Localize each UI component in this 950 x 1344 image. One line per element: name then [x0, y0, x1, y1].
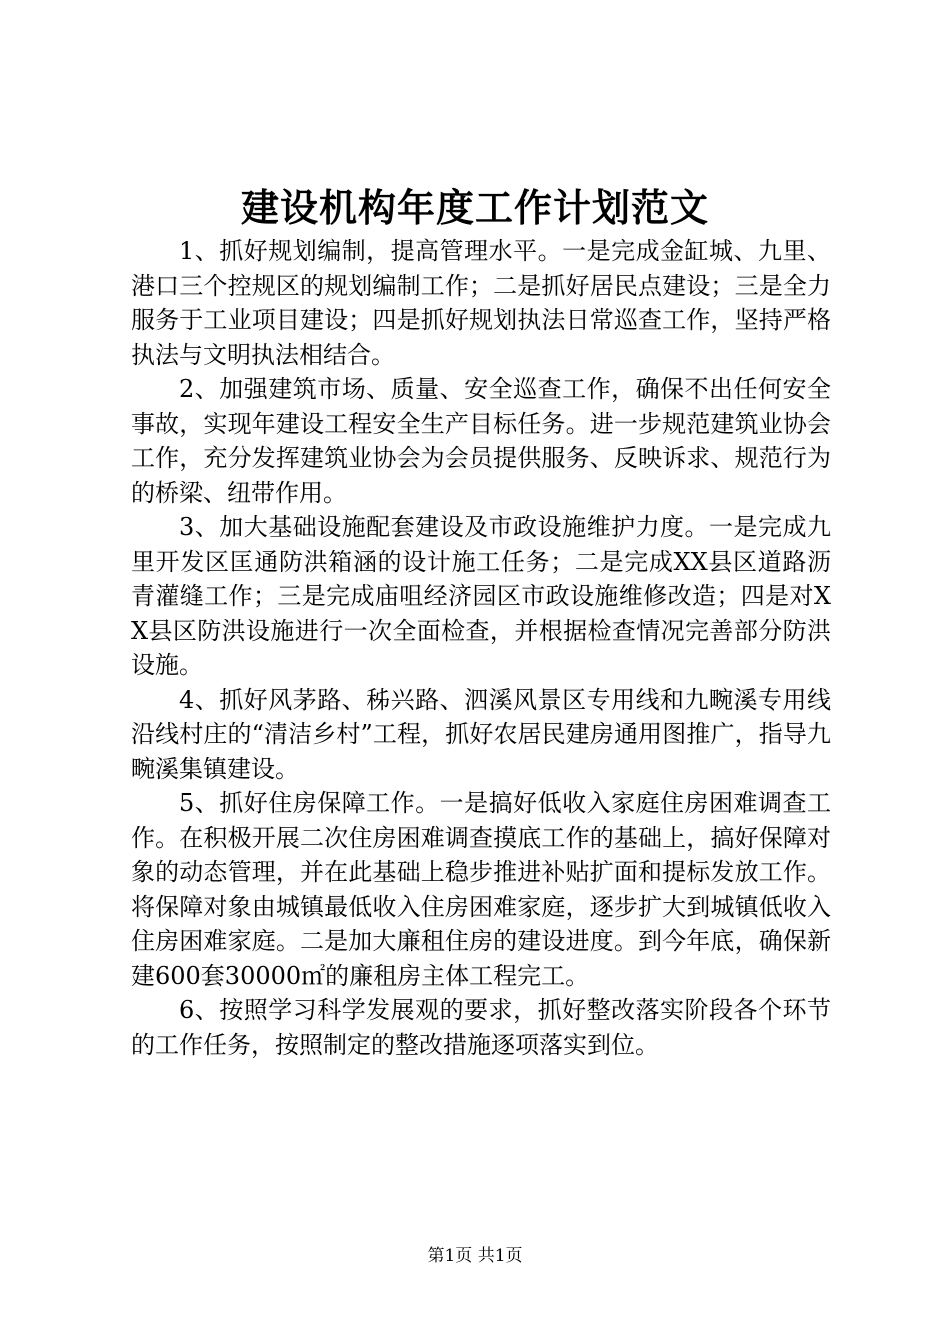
- paragraph-5: 5、抓好住房保障工作。一是搞好低收入家庭住房困难调查工作。在积极开展二次住房困难调查摸底工作的基础上，搞好保障对象的动态管理，并在此基础上稳步推进补贴扩面和提标发放工作。将保障对象由城镇最低收入住房困难家庭，逐步扩大到城镇低收入住房困难家庭。二是加大廉租住房的建设进度。到今年底，确保新建600套30000㎡的廉租房主体工程完工。: [131, 789, 831, 990]
- paragraph-4: 4、抓好风茅路、秭兴路、泗溪风景区专用线和九畹溪专用线沿线村庄的“清洁乡村”工程，抓好农居民建房通用图推广，指导九畹溪集镇建设。: [131, 685, 831, 783]
- paragraph-6: 6、按照学习科学发展观的要求，抓好整改落实阶段各个环节的工作任务，按照制定的整改措施逐项落实到位。: [131, 996, 831, 1059]
- paragraph-2: 2、加强建筑市场、质量、安全巡查工作，确保不出任何安全事故，实现年建设工程安全生产目标任务。进一步规范建筑业协会工作，充分发挥建筑业协会为会员提供服务、反映诉求、规范行为的桥梁、纽带作用。: [131, 375, 831, 507]
- page-title: 建设机构年度工作计划范文: [240, 185, 709, 230]
- document-body: [131, 234, 831, 1062]
- page-footer: 第1页 共1页: [427, 1246, 523, 1266]
- paragraph-1: 1、抓好规划编制，提高管理水平。一是完成金缸城、九里、港口三个控规区的规划编制工作；二是抓好居民点建设；三是全力服务于工业项目建设；四是抓好规划执法日常巡查工作，坚持严格执法与文明执法相结合。: [131, 237, 831, 369]
- paragraph-3: 3、加大基础设施配套建设及市政设施维护力度。一是完成九里开发区匡通防洪箱涵的设计施工任务；二是完成XX县区道路沥青灌缝工作；三是完成庙咀经济园区市政设施维修改造；四是对XX县区防洪设施进行一次全面检查，并根据检查情况完善部分防洪设施。: [131, 513, 831, 679]
